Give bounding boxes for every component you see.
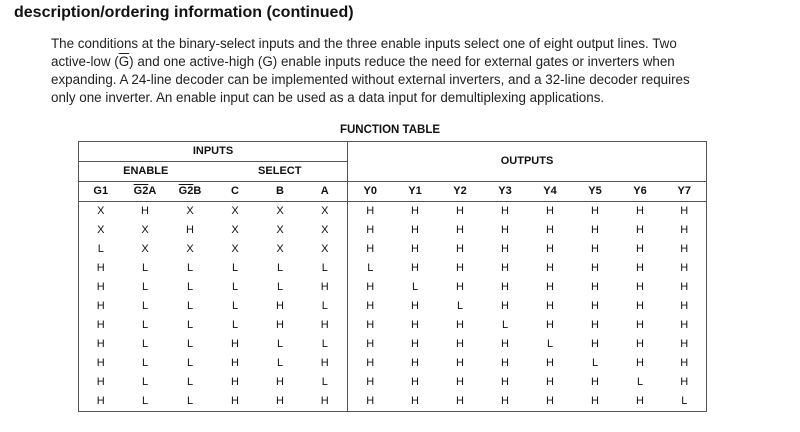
- table-row: [79, 221, 707, 240]
- table-cell: L: [546, 338, 554, 350]
- table-cell: H: [546, 224, 554, 236]
- table-cell: H: [456, 338, 464, 350]
- table-cell: X: [79, 202, 123, 222]
- table-cell: X: [141, 243, 149, 255]
- enable-group-header: ENABLE: [79, 162, 213, 182]
- table-cell: H: [501, 357, 509, 369]
- col-header-y4: Y4: [528, 182, 573, 202]
- table-cell: H: [501, 281, 509, 293]
- section-heading: description/ordering information (continued): [14, 4, 354, 21]
- table-cell: H: [276, 376, 284, 388]
- table-cell: L: [231, 262, 239, 274]
- outputs-group-header: OUTPUTS: [348, 142, 707, 182]
- table-cell: H: [366, 300, 375, 312]
- table-row: [79, 202, 707, 222]
- table-cell: H: [366, 243, 375, 255]
- table-cell: H: [546, 205, 554, 217]
- table-cell: H: [411, 376, 419, 388]
- table-cell: L: [367, 262, 374, 274]
- paragraph-line-3: expanding. A 24-line decoder can be implemented without external inverters, and a 32-line decoder requires: [51, 72, 690, 87]
- table-cell: L: [276, 338, 284, 350]
- col-header-y2: Y2: [438, 182, 483, 202]
- function-table-body: [79, 142, 707, 412]
- table-cell: H: [573, 392, 618, 412]
- table-cell: H: [411, 224, 419, 236]
- select-group-header: SELECT: [213, 162, 348, 182]
- table-cell: H: [456, 205, 464, 217]
- table-cell: L: [186, 262, 194, 274]
- table-cell: H: [663, 259, 707, 278]
- table-cell: L: [186, 376, 194, 388]
- g2a-suffix: A: [148, 185, 157, 197]
- table-cell: H: [528, 392, 573, 412]
- table-cell: H: [438, 392, 483, 412]
- table-cell: H: [636, 205, 644, 217]
- table-cell: H: [546, 376, 554, 388]
- table-cell: H: [546, 281, 554, 293]
- table-row: [79, 316, 707, 335]
- table-cell: L: [276, 281, 284, 293]
- table-cell: H: [141, 205, 149, 217]
- table-cell: H: [79, 354, 123, 373]
- table-cell: H: [231, 338, 239, 350]
- table-cell: H: [366, 205, 375, 217]
- g2b-bar-label: G2: [178, 185, 194, 197]
- table-cell: L: [141, 300, 149, 312]
- table-cell: H: [411, 357, 419, 369]
- table-cell: H: [591, 262, 599, 274]
- table-cell: H: [303, 316, 348, 335]
- table-cell: L: [79, 240, 123, 259]
- table-cell: H: [546, 357, 554, 369]
- paragraph-line-1: The conditions at the binary-select inputs and the three enable inputs select one of eight output lines. Two: [51, 36, 677, 51]
- table-row: [79, 354, 707, 373]
- table-cell: H: [303, 354, 348, 373]
- table-cell: H: [663, 297, 707, 316]
- table-cell: H: [636, 243, 644, 255]
- table-cell: H: [456, 243, 464, 255]
- table-cell: H: [366, 376, 375, 388]
- table-cell: X: [186, 205, 194, 217]
- table-cell: L: [456, 300, 464, 312]
- g2a-bar-label: G2: [133, 185, 149, 197]
- table-cell: L: [303, 259, 348, 278]
- table-cell: H: [79, 278, 123, 297]
- table-cell: H: [663, 221, 707, 240]
- table-cell: H: [411, 338, 419, 350]
- table-cell: H: [546, 243, 554, 255]
- table-cell: H: [411, 243, 419, 255]
- table-cell: H: [213, 392, 258, 412]
- table-cell: L: [141, 281, 149, 293]
- table-cell: X: [186, 243, 194, 255]
- table-cell: H: [456, 357, 464, 369]
- table-cell: L: [276, 357, 284, 369]
- table-cell: H: [591, 205, 599, 217]
- table-cell: H: [366, 319, 375, 331]
- table-cell: L: [186, 338, 194, 350]
- table-cell: L: [141, 376, 149, 388]
- table-row: [79, 335, 707, 354]
- col-header-c: C: [213, 182, 258, 202]
- col-header-y1: Y1: [393, 182, 438, 202]
- inputs-group-header: INPUTS: [79, 142, 348, 162]
- table-cell: X: [231, 224, 239, 236]
- table-row: [79, 259, 707, 278]
- table-row: [79, 373, 707, 392]
- table-cell: L: [186, 357, 194, 369]
- table-cell: H: [366, 338, 375, 350]
- table-cell: H: [411, 262, 419, 274]
- table-cell: H: [186, 224, 194, 236]
- col-header-y0: Y0: [348, 182, 393, 202]
- table-cell: H: [501, 376, 509, 388]
- table-row: [79, 240, 707, 259]
- table-cell: H: [456, 224, 464, 236]
- table-cell: H: [276, 300, 284, 312]
- col-header-y7: Y7: [663, 182, 707, 202]
- table-cell: H: [501, 224, 509, 236]
- table-cell: H: [79, 373, 123, 392]
- table-cell: H: [663, 278, 707, 297]
- function-table-title: FUNCTION TABLE: [339, 124, 441, 136]
- description-paragraph: [51, 35, 781, 107]
- table-cell: L: [141, 319, 149, 331]
- table-cell: H: [591, 281, 599, 293]
- col-header-y5: Y5: [573, 182, 618, 202]
- col-header-b: B: [258, 182, 303, 202]
- paragraph-line-2-end: ) and one active-high (G) enable inputs reduce the need for external gates or inverters when: [129, 54, 675, 69]
- table-cell: L: [186, 281, 194, 293]
- table-cell: H: [636, 262, 644, 274]
- table-cell: X: [141, 224, 149, 236]
- col-header-g2a: [123, 182, 168, 202]
- table-cell: H: [591, 376, 599, 388]
- table-cell: L: [141, 338, 149, 350]
- table-cell: H: [501, 262, 509, 274]
- col-header-a: A: [303, 182, 348, 202]
- table-cell: L: [141, 357, 149, 369]
- table-cell: X: [79, 221, 123, 240]
- table-cell: X: [276, 205, 284, 217]
- paragraph-line-4: only one inverter. An enable input can be used as a data input for demultiplexing applications.: [51, 90, 605, 105]
- table-cell: X: [231, 205, 239, 217]
- table-row: [79, 392, 707, 412]
- table-cell: H: [411, 300, 419, 312]
- table-cell: H: [663, 202, 707, 222]
- table-cell: H: [79, 335, 123, 354]
- table-cell: H: [79, 259, 123, 278]
- paragraph-line-2-start: active-low (: [51, 54, 119, 69]
- table-cell: H: [501, 243, 509, 255]
- table-cell: H: [411, 319, 419, 331]
- table-cell: H: [636, 224, 644, 236]
- table-cell: H: [231, 376, 239, 388]
- table-cell: H: [501, 338, 509, 350]
- table-cell: H: [663, 316, 707, 335]
- table-cell: L: [186, 300, 194, 312]
- table-cell: H: [591, 300, 599, 312]
- col-header-y3: Y3: [483, 182, 528, 202]
- table-cell: H: [591, 319, 599, 331]
- g-bar-symbol: $\overline{G}$: [118, 54, 130, 69]
- table-cell: L: [303, 297, 348, 316]
- table-cell: H: [411, 205, 419, 217]
- table-cell: X: [276, 224, 284, 236]
- table-cell: L: [276, 262, 284, 274]
- table-cell: X: [303, 221, 348, 240]
- col-header-g1: G1: [79, 182, 123, 202]
- table-cell: H: [456, 319, 464, 331]
- table-cell: H: [366, 357, 375, 369]
- table-cell: L: [636, 376, 644, 388]
- table-cell: H: [366, 224, 375, 236]
- table-cell: L: [141, 262, 149, 274]
- paragraph-line-2: [51, 53, 781, 71]
- table-cell: H: [79, 297, 123, 316]
- table-cell: L: [168, 392, 213, 412]
- table-row: [79, 278, 707, 297]
- table-cell: L: [231, 281, 239, 293]
- table-cell: H: [258, 392, 303, 412]
- table-cell: H: [393, 392, 438, 412]
- table-cell: L: [231, 319, 239, 331]
- table-cell: L: [303, 373, 348, 392]
- table-cell: H: [618, 392, 663, 412]
- table-cell: H: [79, 316, 123, 335]
- table-cell: H: [591, 338, 599, 350]
- table-cell: L: [663, 392, 707, 412]
- table-cell: L: [411, 281, 419, 293]
- table-cell: H: [366, 281, 375, 293]
- table-cell: H: [303, 392, 348, 412]
- table-cell: H: [303, 278, 348, 297]
- table-cell: L: [501, 319, 509, 331]
- table-cell: H: [636, 319, 644, 331]
- table-cell: H: [546, 262, 554, 274]
- table-cell: X: [231, 243, 239, 255]
- table-cell: H: [501, 205, 509, 217]
- table-cell: X: [303, 202, 348, 222]
- table-cell: H: [276, 319, 284, 331]
- table-cell: H: [348, 392, 393, 412]
- col-header-g2b: [168, 182, 213, 202]
- table-row: [79, 297, 707, 316]
- table-cell: H: [636, 338, 644, 350]
- table-cell: H: [456, 281, 464, 293]
- table-cell: H: [663, 354, 707, 373]
- table-cell: L: [186, 319, 194, 331]
- table-cell: H: [483, 392, 528, 412]
- table-cell: H: [546, 300, 554, 312]
- table-cell: L: [231, 300, 239, 312]
- table-cell: H: [456, 262, 464, 274]
- table-cell: H: [663, 240, 707, 259]
- table-cell: H: [231, 357, 239, 369]
- header-row-groups: [79, 142, 707, 162]
- table-cell: L: [303, 335, 348, 354]
- table-cell: H: [636, 300, 644, 312]
- function-table: [78, 141, 707, 412]
- table-cell: H: [636, 281, 644, 293]
- table-cell: H: [456, 376, 464, 388]
- table-cell: H: [663, 335, 707, 354]
- table-cell: L: [123, 392, 168, 412]
- table-cell: X: [276, 243, 284, 255]
- table-cell: X: [303, 240, 348, 259]
- table-cell: H: [79, 392, 123, 412]
- header-row-columns: [79, 182, 707, 202]
- table-cell: H: [591, 224, 599, 236]
- table-cell: H: [546, 319, 554, 331]
- g2b-suffix: B: [193, 185, 202, 197]
- table-cell: L: [591, 357, 599, 369]
- table-cell: H: [501, 300, 509, 312]
- table-cell: H: [591, 243, 599, 255]
- table-cell: H: [636, 357, 644, 369]
- col-header-y6: Y6: [618, 182, 663, 202]
- table-cell: H: [663, 373, 707, 392]
